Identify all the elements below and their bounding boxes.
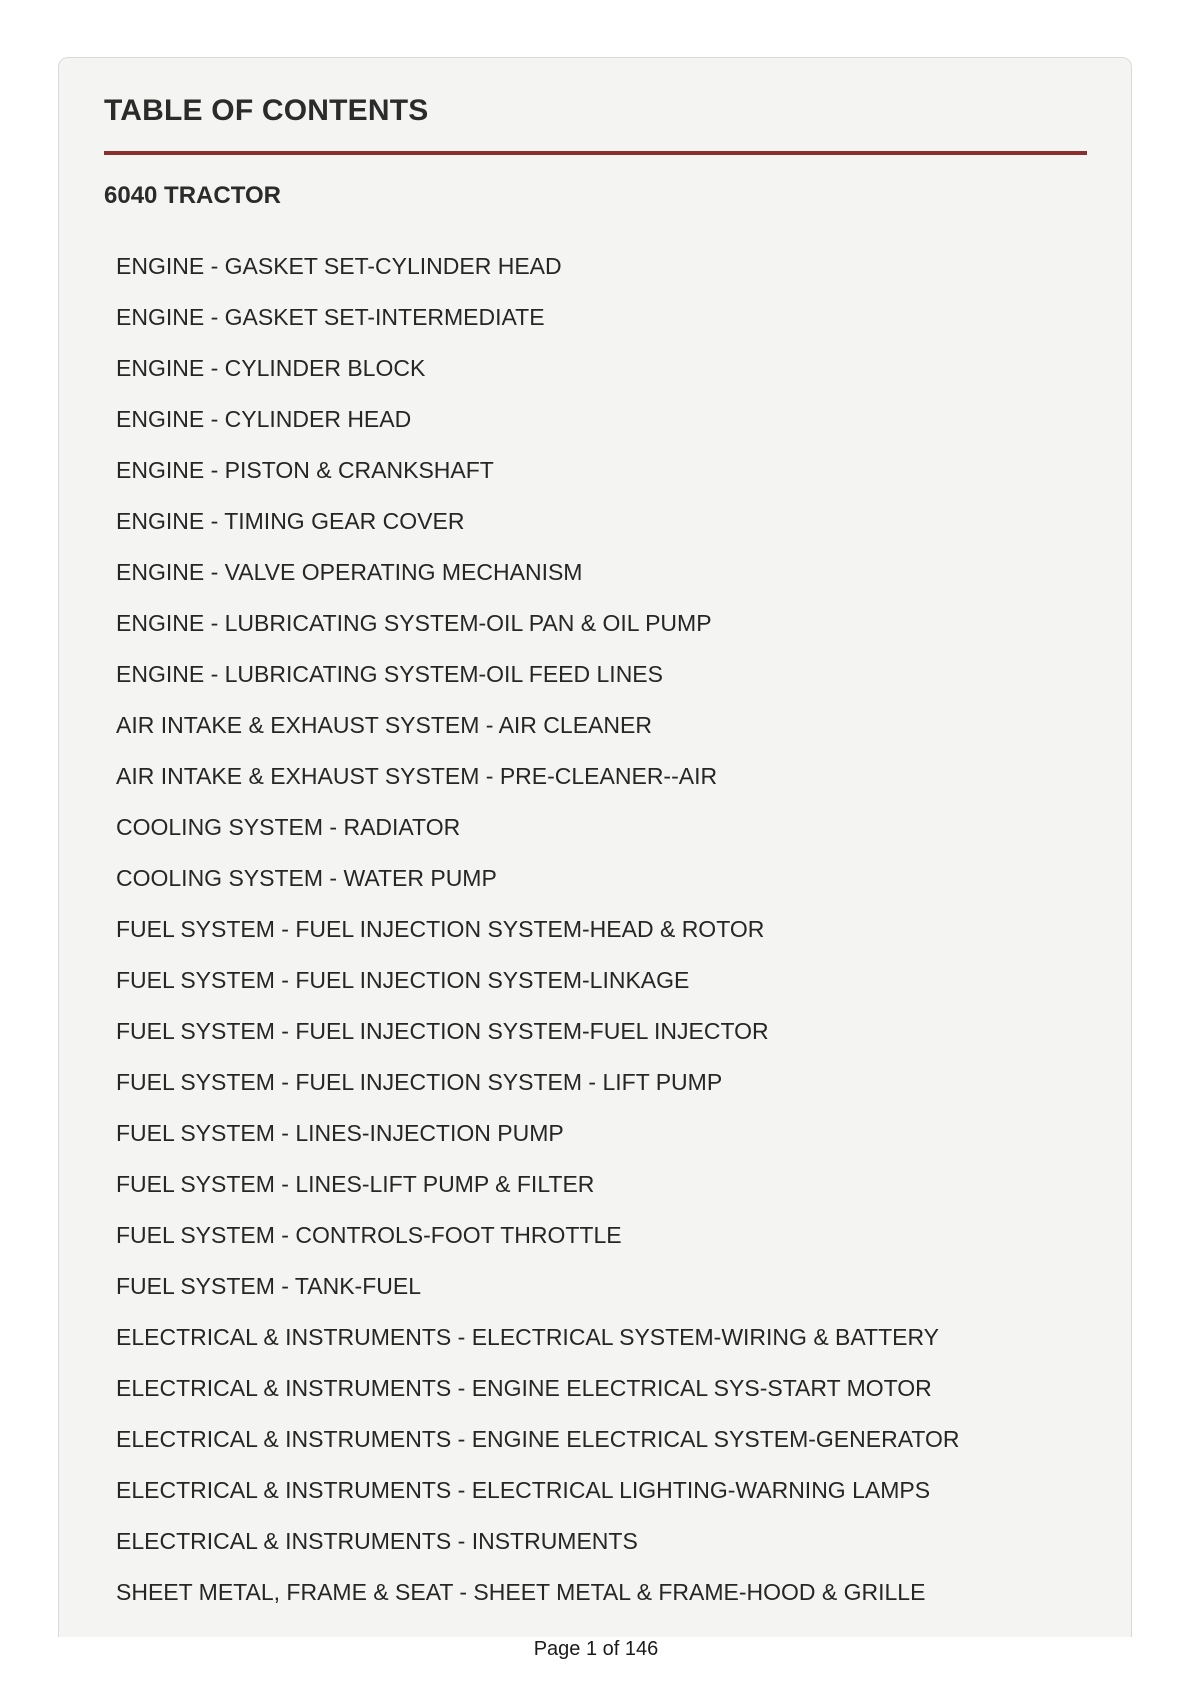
section-heading: 6040 TRACTOR: [104, 182, 281, 209]
page-number: Page 1 of 146: [533, 1638, 659, 1660]
toc-item[interactable]: AIR INTAKE & EXHAUST SYSTEM - PRE-CLEANER--AIR: [116, 763, 718, 789]
toc-item[interactable]: FUEL SYSTEM - FUEL INJECTION SYSTEM - LIFT PUMP: [116, 1069, 723, 1095]
toc-item[interactable]: ENGINE - VALVE OPERATING MECHANISM: [116, 559, 583, 585]
toc-title: TABLE OF CONTENTS: [104, 94, 429, 127]
title-divider: [104, 151, 1087, 155]
toc-item[interactable]: FUEL SYSTEM - FUEL INJECTION SYSTEM-FUEL INJECTOR: [116, 1018, 769, 1044]
toc-item[interactable]: ELECTRICAL & INSTRUMENTS - INSTRUMENTS: [116, 1528, 638, 1554]
toc-item[interactable]: ENGINE - CYLINDER BLOCK: [116, 355, 426, 381]
toc-item[interactable]: ENGINE - LUBRICATING SYSTEM-OIL FEED LINES: [116, 661, 663, 687]
toc-item[interactable]: ENGINE - CYLINDER HEAD: [116, 406, 412, 432]
toc-item[interactable]: FUEL SYSTEM - FUEL INJECTION SYSTEM-LINKAGE: [116, 967, 690, 993]
toc-item[interactable]: FUEL SYSTEM - LINES-LIFT PUMP & FILTER: [116, 1171, 595, 1197]
toc-item[interactable]: FUEL SYSTEM - TANK-FUEL: [116, 1273, 422, 1299]
toc-item[interactable]: ELECTRICAL & INSTRUMENTS - ELECTRICAL SYSTEM-WIRING & BATTERY: [116, 1324, 940, 1350]
toc-item[interactable]: FUEL SYSTEM - FUEL INJECTION SYSTEM-HEAD & ROTOR: [116, 916, 765, 942]
toc-item[interactable]: COOLING SYSTEM - RADIATOR: [116, 814, 461, 840]
toc-item[interactable]: COOLING SYSTEM - WATER PUMP: [116, 865, 497, 891]
toc-list: [116, 241, 959, 1618]
toc-item[interactable]: ELECTRICAL & INSTRUMENTS - ENGINE ELECTRICAL SYSTEM-GENERATOR: [116, 1426, 960, 1452]
toc-item[interactable]: AIR INTAKE & EXHAUST SYSTEM - AIR CLEANER: [116, 712, 652, 738]
toc-item[interactable]: ELECTRICAL & INSTRUMENTS - ENGINE ELECTRICAL SYS-START MOTOR: [116, 1375, 932, 1401]
toc-item[interactable]: SHEET METAL, FRAME & SEAT - SHEET METAL & FRAME-HOOD & GRILLE: [116, 1579, 926, 1605]
toc-item[interactable]: ENGINE - GASKET SET-INTERMEDIATE: [116, 304, 545, 330]
toc-item[interactable]: ENGINE - TIMING GEAR COVER: [116, 508, 465, 534]
toc-item[interactable]: FUEL SYSTEM - CONTROLS-FOOT THROTTLE: [116, 1222, 622, 1248]
toc-item[interactable]: ENGINE - PISTON & CRANKSHAFT: [116, 457, 494, 483]
toc-item[interactable]: ELECTRICAL & INSTRUMENTS - ELECTRICAL LIGHTING-WARNING LAMPS: [116, 1477, 931, 1503]
toc-item[interactable]: ENGINE - LUBRICATING SYSTEM-OIL PAN & OIL PUMP: [116, 610, 712, 636]
toc-panel: [58, 57, 1132, 1637]
toc-item[interactable]: FUEL SYSTEM - LINES-INJECTION PUMP: [116, 1120, 564, 1146]
toc-item[interactable]: ENGINE - GASKET SET-CYLINDER HEAD: [116, 253, 562, 279]
